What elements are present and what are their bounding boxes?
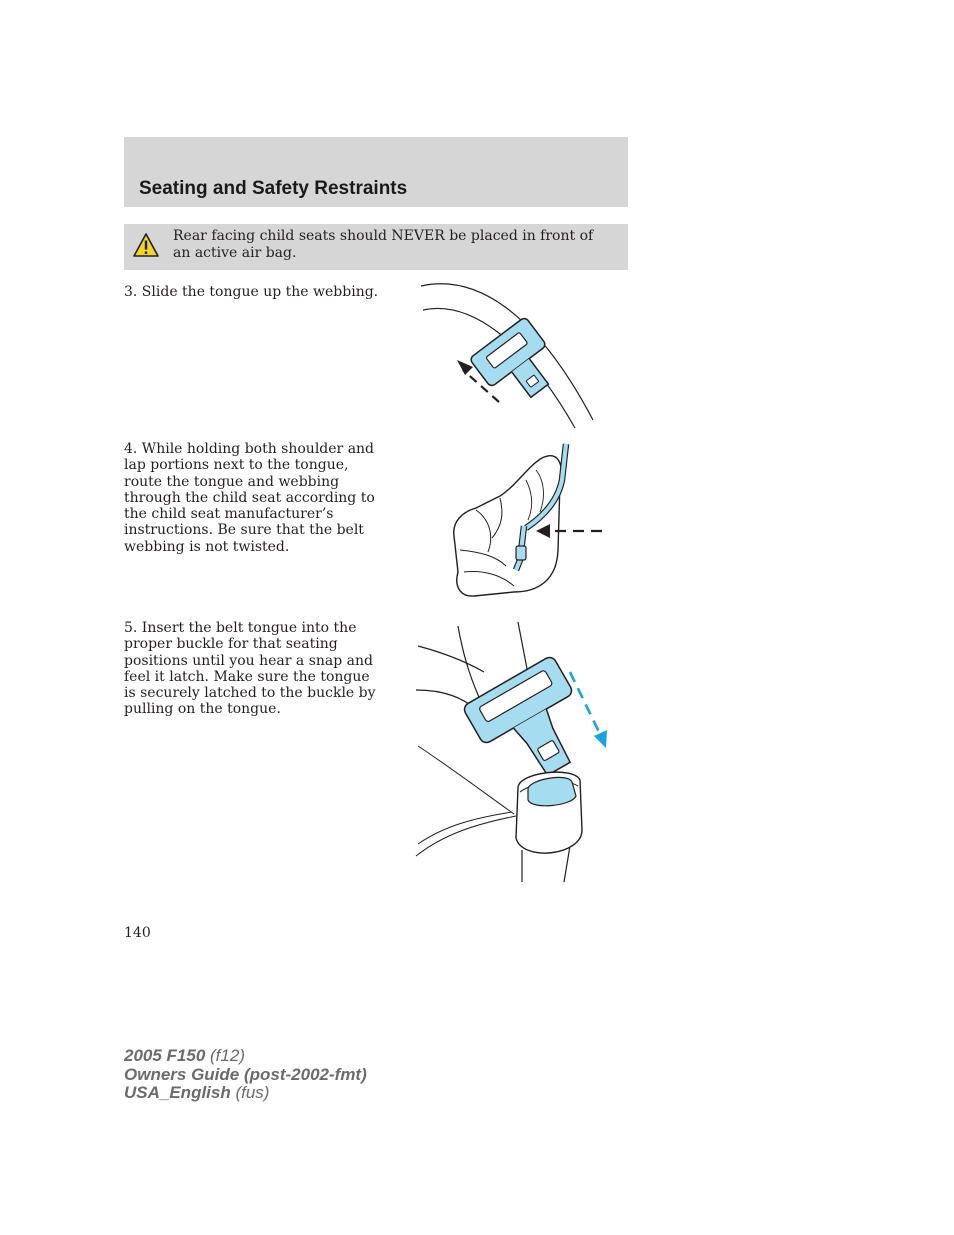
footer-line-3: USA_English (fus) bbox=[124, 1083, 270, 1102]
document-footer bbox=[124, 1047, 367, 1103]
footer-line-2: Owners Guide (post-2002-fmt) bbox=[124, 1064, 367, 1084]
section-header bbox=[124, 137, 628, 207]
warning-triangle-icon bbox=[133, 232, 159, 258]
step-4-text: 4. While holding both shoulder and lap portions next to the tongue, route the tongue and webbing through the child seat according to the child seat manufacturer’s instructions. Be sure that the belt webbing is not twisted. bbox=[124, 441, 375, 555]
step-3-text: 3. Slide the tongue up the webbing. bbox=[124, 284, 379, 300]
footer-line-1: 2005 F150 (f12) bbox=[124, 1046, 245, 1065]
page-number: 140 bbox=[124, 925, 151, 941]
warning-box bbox=[124, 224, 628, 270]
warning-text: Rear facing child seats should NEVER be placed in front of an active air bag. bbox=[173, 228, 594, 261]
child-seat-routing-illustration bbox=[440, 440, 610, 605]
section-title: Seating and Safety Restraints bbox=[139, 178, 408, 199]
buckle-insert-illustration bbox=[414, 620, 614, 885]
tongue-slide-illustration bbox=[415, 280, 615, 430]
step-5-text: 5. Insert the belt tongue into the proper buckle for that seating positions until you hear a snap and feel it latch. Make sure the tongue is securely latched to the buckle by pulling on the tongue. bbox=[124, 620, 376, 718]
